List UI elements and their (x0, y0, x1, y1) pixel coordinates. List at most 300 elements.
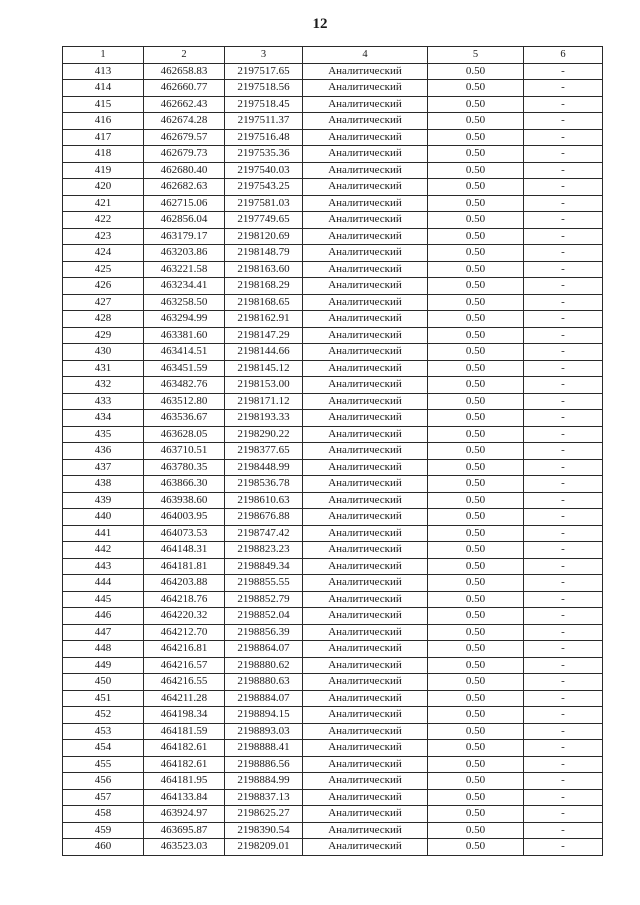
x-coordinate-cell: 464220.32 (144, 608, 225, 625)
point-number-cell: 442 (63, 542, 144, 559)
point-number-cell: 416 (63, 113, 144, 130)
note-cell: - (524, 212, 603, 229)
accuracy-cell: 0.50 (428, 707, 524, 724)
table-row (63, 624, 603, 641)
method-cell: Аналитический (303, 96, 428, 113)
table-row (63, 789, 603, 806)
y-coordinate-cell: 2197516.48 (225, 129, 303, 146)
method-cell: Аналитический (303, 113, 428, 130)
x-coordinate-cell: 464216.55 (144, 674, 225, 691)
point-number-cell: 443 (63, 558, 144, 575)
y-coordinate-cell: 2198625.27 (225, 806, 303, 823)
accuracy-cell: 0.50 (428, 179, 524, 196)
x-coordinate-cell: 462658.83 (144, 63, 225, 80)
method-cell: Аналитический (303, 261, 428, 278)
y-coordinate-cell: 2198536.78 (225, 476, 303, 493)
y-coordinate-cell: 2197518.56 (225, 80, 303, 97)
point-number-cell: 452 (63, 707, 144, 724)
note-cell: - (524, 476, 603, 493)
table-row (63, 96, 603, 113)
accuracy-cell: 0.50 (428, 212, 524, 229)
y-coordinate-cell: 2198147.29 (225, 327, 303, 344)
accuracy-cell: 0.50 (428, 476, 524, 493)
point-number-cell: 422 (63, 212, 144, 229)
table-row (63, 509, 603, 526)
accuracy-cell: 0.50 (428, 294, 524, 311)
method-cell: Аналитический (303, 80, 428, 97)
table-row (63, 162, 603, 179)
note-cell: - (524, 591, 603, 608)
method-cell: Аналитический (303, 839, 428, 856)
y-coordinate-cell: 2198171.12 (225, 393, 303, 410)
note-cell: - (524, 756, 603, 773)
point-number-cell: 428 (63, 311, 144, 328)
table-row (63, 80, 603, 97)
x-coordinate-cell: 463938.60 (144, 492, 225, 509)
method-cell: Аналитический (303, 63, 428, 80)
point-number-cell: 444 (63, 575, 144, 592)
note-cell: - (524, 525, 603, 542)
method-cell: Аналитический (303, 278, 428, 295)
accuracy-cell: 0.50 (428, 129, 524, 146)
accuracy-cell: 0.50 (428, 261, 524, 278)
note-cell: - (524, 146, 603, 163)
y-coordinate-cell: 2198747.42 (225, 525, 303, 542)
accuracy-cell: 0.50 (428, 492, 524, 509)
table-row (63, 608, 603, 625)
y-coordinate-cell: 2198377.65 (225, 443, 303, 460)
x-coordinate-cell: 463203.86 (144, 245, 225, 262)
accuracy-cell: 0.50 (428, 542, 524, 559)
note-cell: - (524, 426, 603, 443)
y-coordinate-cell: 2198855.55 (225, 575, 303, 592)
note-cell: - (524, 278, 603, 295)
method-cell: Аналитический (303, 789, 428, 806)
point-number-cell: 413 (63, 63, 144, 80)
accuracy-cell: 0.50 (428, 806, 524, 823)
note-cell: - (524, 723, 603, 740)
note-cell: - (524, 410, 603, 427)
x-coordinate-cell: 463523.03 (144, 839, 225, 856)
point-number-cell: 439 (63, 492, 144, 509)
y-coordinate-cell: 2198168.65 (225, 294, 303, 311)
y-coordinate-cell: 2197511.37 (225, 113, 303, 130)
note-cell: - (524, 443, 603, 460)
note-cell: - (524, 129, 603, 146)
table-row (63, 113, 603, 130)
table-row (63, 525, 603, 542)
point-number-cell: 423 (63, 228, 144, 245)
point-number-cell: 424 (63, 245, 144, 262)
point-number-cell: 417 (63, 129, 144, 146)
method-cell: Аналитический (303, 327, 428, 344)
x-coordinate-cell: 464182.61 (144, 740, 225, 757)
x-coordinate-cell: 463866.30 (144, 476, 225, 493)
note-cell: - (524, 228, 603, 245)
note-cell: - (524, 707, 603, 724)
method-cell: Аналитический (303, 690, 428, 707)
note-cell: - (524, 558, 603, 575)
note-cell: - (524, 624, 603, 641)
method-cell: Аналитический (303, 542, 428, 559)
y-coordinate-cell: 2198120.69 (225, 228, 303, 245)
y-coordinate-cell: 2198888.41 (225, 740, 303, 757)
table-row (63, 707, 603, 724)
header-cell-6: 6 (524, 47, 603, 64)
point-number-cell: 449 (63, 657, 144, 674)
point-number-cell: 425 (63, 261, 144, 278)
x-coordinate-cell: 464181.95 (144, 773, 225, 790)
point-number-cell: 460 (63, 839, 144, 856)
method-cell: Аналитический (303, 674, 428, 691)
method-cell: Аналитический (303, 558, 428, 575)
y-coordinate-cell: 2198852.79 (225, 591, 303, 608)
note-cell: - (524, 806, 603, 823)
method-cell: Аналитический (303, 443, 428, 460)
note-cell: - (524, 674, 603, 691)
point-number-cell: 445 (63, 591, 144, 608)
table-row (63, 426, 603, 443)
accuracy-cell: 0.50 (428, 245, 524, 262)
x-coordinate-cell: 462662.43 (144, 96, 225, 113)
accuracy-cell: 0.50 (428, 311, 524, 328)
method-cell: Аналитический (303, 822, 428, 839)
y-coordinate-cell: 2197543.25 (225, 179, 303, 196)
table-row (63, 740, 603, 757)
note-cell: - (524, 294, 603, 311)
accuracy-cell: 0.50 (428, 608, 524, 625)
note-cell: - (524, 657, 603, 674)
accuracy-cell: 0.50 (428, 113, 524, 130)
x-coordinate-cell: 464148.31 (144, 542, 225, 559)
accuracy-cell: 0.50 (428, 558, 524, 575)
note-cell: - (524, 690, 603, 707)
accuracy-cell: 0.50 (428, 575, 524, 592)
point-number-cell: 438 (63, 476, 144, 493)
point-number-cell: 429 (63, 327, 144, 344)
y-coordinate-cell: 2198880.63 (225, 674, 303, 691)
y-coordinate-cell: 2198193.33 (225, 410, 303, 427)
x-coordinate-cell: 464182.61 (144, 756, 225, 773)
accuracy-cell: 0.50 (428, 63, 524, 80)
method-cell: Аналитический (303, 129, 428, 146)
x-coordinate-cell: 464073.53 (144, 525, 225, 542)
x-coordinate-cell: 463695.87 (144, 822, 225, 839)
note-cell: - (524, 608, 603, 625)
note-cell: - (524, 80, 603, 97)
point-number-cell: 415 (63, 96, 144, 113)
y-coordinate-cell: 2198676.88 (225, 509, 303, 526)
x-coordinate-cell: 464218.76 (144, 591, 225, 608)
note-cell: - (524, 492, 603, 509)
x-coordinate-cell: 463710.51 (144, 443, 225, 460)
x-coordinate-cell: 462660.77 (144, 80, 225, 97)
table-row (63, 443, 603, 460)
point-number-cell: 418 (63, 146, 144, 163)
x-coordinate-cell: 463924.97 (144, 806, 225, 823)
table-header-row (63, 47, 603, 64)
note-cell: - (524, 542, 603, 559)
note-cell: - (524, 393, 603, 410)
y-coordinate-cell: 2198849.34 (225, 558, 303, 575)
point-number-cell: 433 (63, 393, 144, 410)
accuracy-cell: 0.50 (428, 195, 524, 212)
y-coordinate-cell: 2198290.22 (225, 426, 303, 443)
point-number-cell: 420 (63, 179, 144, 196)
accuracy-cell: 0.50 (428, 377, 524, 394)
accuracy-cell: 0.50 (428, 278, 524, 295)
point-number-cell: 453 (63, 723, 144, 740)
y-coordinate-cell: 2198856.39 (225, 624, 303, 641)
accuracy-cell: 0.50 (428, 509, 524, 526)
x-coordinate-cell: 464216.57 (144, 657, 225, 674)
y-coordinate-cell: 2198145.12 (225, 360, 303, 377)
point-number-cell: 436 (63, 443, 144, 460)
table-row (63, 657, 603, 674)
table-row (63, 773, 603, 790)
note-cell: - (524, 96, 603, 113)
accuracy-cell: 0.50 (428, 96, 524, 113)
note-cell: - (524, 327, 603, 344)
point-number-cell: 432 (63, 377, 144, 394)
method-cell: Аналитический (303, 426, 428, 443)
y-coordinate-cell: 2198886.56 (225, 756, 303, 773)
method-cell: Аналитический (303, 245, 428, 262)
y-coordinate-cell: 2197518.45 (225, 96, 303, 113)
method-cell: Аналитический (303, 162, 428, 179)
accuracy-cell: 0.50 (428, 146, 524, 163)
note-cell: - (524, 179, 603, 196)
table-row (63, 822, 603, 839)
note-cell: - (524, 311, 603, 328)
accuracy-cell: 0.50 (428, 690, 524, 707)
y-coordinate-cell: 2197540.03 (225, 162, 303, 179)
x-coordinate-cell: 463234.41 (144, 278, 225, 295)
x-coordinate-cell: 463451.59 (144, 360, 225, 377)
x-coordinate-cell: 464181.59 (144, 723, 225, 740)
table-row (63, 195, 603, 212)
y-coordinate-cell: 2198148.79 (225, 245, 303, 262)
y-coordinate-cell: 2198823.23 (225, 542, 303, 559)
note-cell: - (524, 344, 603, 361)
accuracy-cell: 0.50 (428, 162, 524, 179)
page-number: 12 (312, 16, 328, 32)
x-coordinate-cell: 463512.80 (144, 393, 225, 410)
accuracy-cell: 0.50 (428, 327, 524, 344)
accuracy-cell: 0.50 (428, 80, 524, 97)
y-coordinate-cell: 2197581.03 (225, 195, 303, 212)
point-number-cell: 457 (63, 789, 144, 806)
accuracy-cell: 0.50 (428, 393, 524, 410)
point-number-cell: 427 (63, 294, 144, 311)
x-coordinate-cell: 462674.28 (144, 113, 225, 130)
table-row (63, 393, 603, 410)
x-coordinate-cell: 463221.58 (144, 261, 225, 278)
accuracy-cell: 0.50 (428, 525, 524, 542)
method-cell: Аналитический (303, 212, 428, 229)
method-cell: Аналитический (303, 146, 428, 163)
y-coordinate-cell: 2198837.13 (225, 789, 303, 806)
x-coordinate-cell: 462680.40 (144, 162, 225, 179)
accuracy-cell: 0.50 (428, 641, 524, 658)
table-row (63, 690, 603, 707)
y-coordinate-cell: 2198893.03 (225, 723, 303, 740)
x-coordinate-cell: 464212.70 (144, 624, 225, 641)
table-row (63, 245, 603, 262)
method-cell: Аналитический (303, 393, 428, 410)
method-cell: Аналитический (303, 360, 428, 377)
accuracy-cell: 0.50 (428, 789, 524, 806)
method-cell: Аналитический (303, 228, 428, 245)
accuracy-cell: 0.50 (428, 723, 524, 740)
x-coordinate-cell: 464133.84 (144, 789, 225, 806)
note-cell: - (524, 195, 603, 212)
point-number-cell: 448 (63, 641, 144, 658)
x-coordinate-cell: 464003.95 (144, 509, 225, 526)
table-row (63, 839, 603, 856)
point-number-cell: 447 (63, 624, 144, 641)
header-cell-3: 3 (225, 47, 303, 64)
method-cell: Аналитический (303, 525, 428, 542)
table-row (63, 377, 603, 394)
y-coordinate-cell: 2198448.99 (225, 459, 303, 476)
table-row (63, 476, 603, 493)
x-coordinate-cell: 462715.06 (144, 195, 225, 212)
note-cell: - (524, 773, 603, 790)
method-cell: Аналитический (303, 641, 428, 658)
point-number-cell: 459 (63, 822, 144, 839)
table-row (63, 492, 603, 509)
y-coordinate-cell: 2197517.65 (225, 63, 303, 80)
table-row (63, 641, 603, 658)
point-number-cell: 426 (63, 278, 144, 295)
table-row (63, 63, 603, 80)
table-row (63, 294, 603, 311)
x-coordinate-cell: 463780.35 (144, 459, 225, 476)
method-cell: Аналитический (303, 723, 428, 740)
y-coordinate-cell: 2198390.54 (225, 822, 303, 839)
point-number-cell: 454 (63, 740, 144, 757)
method-cell: Аналитический (303, 591, 428, 608)
point-number-cell: 455 (63, 756, 144, 773)
accuracy-cell: 0.50 (428, 624, 524, 641)
x-coordinate-cell: 462679.73 (144, 146, 225, 163)
x-coordinate-cell: 464211.28 (144, 690, 225, 707)
table-row (63, 542, 603, 559)
method-cell: Аналитический (303, 179, 428, 196)
method-cell: Аналитический (303, 740, 428, 757)
x-coordinate-cell: 463381.60 (144, 327, 225, 344)
table-row (63, 146, 603, 163)
method-cell: Аналитический (303, 657, 428, 674)
header-cell-1: 1 (63, 47, 144, 64)
note-cell: - (524, 641, 603, 658)
point-number-cell: 441 (63, 525, 144, 542)
method-cell: Аналитический (303, 608, 428, 625)
coordinates-table (62, 46, 603, 856)
note-cell: - (524, 740, 603, 757)
method-cell: Аналитический (303, 707, 428, 724)
table-row (63, 806, 603, 823)
x-coordinate-cell: 462856.04 (144, 212, 225, 229)
y-coordinate-cell: 2197749.65 (225, 212, 303, 229)
note-cell: - (524, 162, 603, 179)
y-coordinate-cell: 2198610.63 (225, 492, 303, 509)
x-coordinate-cell: 463414.51 (144, 344, 225, 361)
point-number-cell: 451 (63, 690, 144, 707)
method-cell: Аналитический (303, 410, 428, 427)
x-coordinate-cell: 463294.99 (144, 311, 225, 328)
y-coordinate-cell: 2198209.01 (225, 839, 303, 856)
y-coordinate-cell: 2198168.29 (225, 278, 303, 295)
table-row (63, 179, 603, 196)
method-cell: Аналитический (303, 459, 428, 476)
point-number-cell: 446 (63, 608, 144, 625)
table-row (63, 327, 603, 344)
method-cell: Аналитический (303, 492, 428, 509)
table-row (63, 344, 603, 361)
table-row (63, 410, 603, 427)
x-coordinate-cell: 462682.63 (144, 179, 225, 196)
method-cell: Аналитический (303, 195, 428, 212)
table-row (63, 129, 603, 146)
note-cell: - (524, 822, 603, 839)
table-row (63, 723, 603, 740)
table-row (63, 558, 603, 575)
y-coordinate-cell: 2197535.36 (225, 146, 303, 163)
table-body (63, 63, 603, 855)
method-cell: Аналитический (303, 377, 428, 394)
table-row (63, 459, 603, 476)
note-cell: - (524, 839, 603, 856)
y-coordinate-cell: 2198880.62 (225, 657, 303, 674)
table-row (63, 575, 603, 592)
note-cell: - (524, 789, 603, 806)
method-cell: Аналитический (303, 773, 428, 790)
table-row (63, 261, 603, 278)
x-coordinate-cell: 463482.76 (144, 377, 225, 394)
method-cell: Аналитический (303, 509, 428, 526)
method-cell: Аналитический (303, 575, 428, 592)
header-cell-2: 2 (144, 47, 225, 64)
accuracy-cell: 0.50 (428, 360, 524, 377)
method-cell: Аналитический (303, 476, 428, 493)
x-coordinate-cell: 462679.57 (144, 129, 225, 146)
x-coordinate-cell: 464203.88 (144, 575, 225, 592)
note-cell: - (524, 113, 603, 130)
table-row (63, 212, 603, 229)
point-number-cell: 421 (63, 195, 144, 212)
point-number-cell: 450 (63, 674, 144, 691)
y-coordinate-cell: 2198864.07 (225, 641, 303, 658)
note-cell: - (524, 459, 603, 476)
table-row (63, 756, 603, 773)
table-row (63, 674, 603, 691)
y-coordinate-cell: 2198884.07 (225, 690, 303, 707)
note-cell: - (524, 575, 603, 592)
header-cell-4: 4 (303, 47, 428, 64)
table-row (63, 228, 603, 245)
table-row (63, 360, 603, 377)
method-cell: Аналитический (303, 624, 428, 641)
y-coordinate-cell: 2198894.15 (225, 707, 303, 724)
note-cell: - (524, 261, 603, 278)
point-number-cell: 414 (63, 80, 144, 97)
table-row (63, 311, 603, 328)
accuracy-cell: 0.50 (428, 740, 524, 757)
note-cell: - (524, 245, 603, 262)
x-coordinate-cell: 464181.81 (144, 558, 225, 575)
